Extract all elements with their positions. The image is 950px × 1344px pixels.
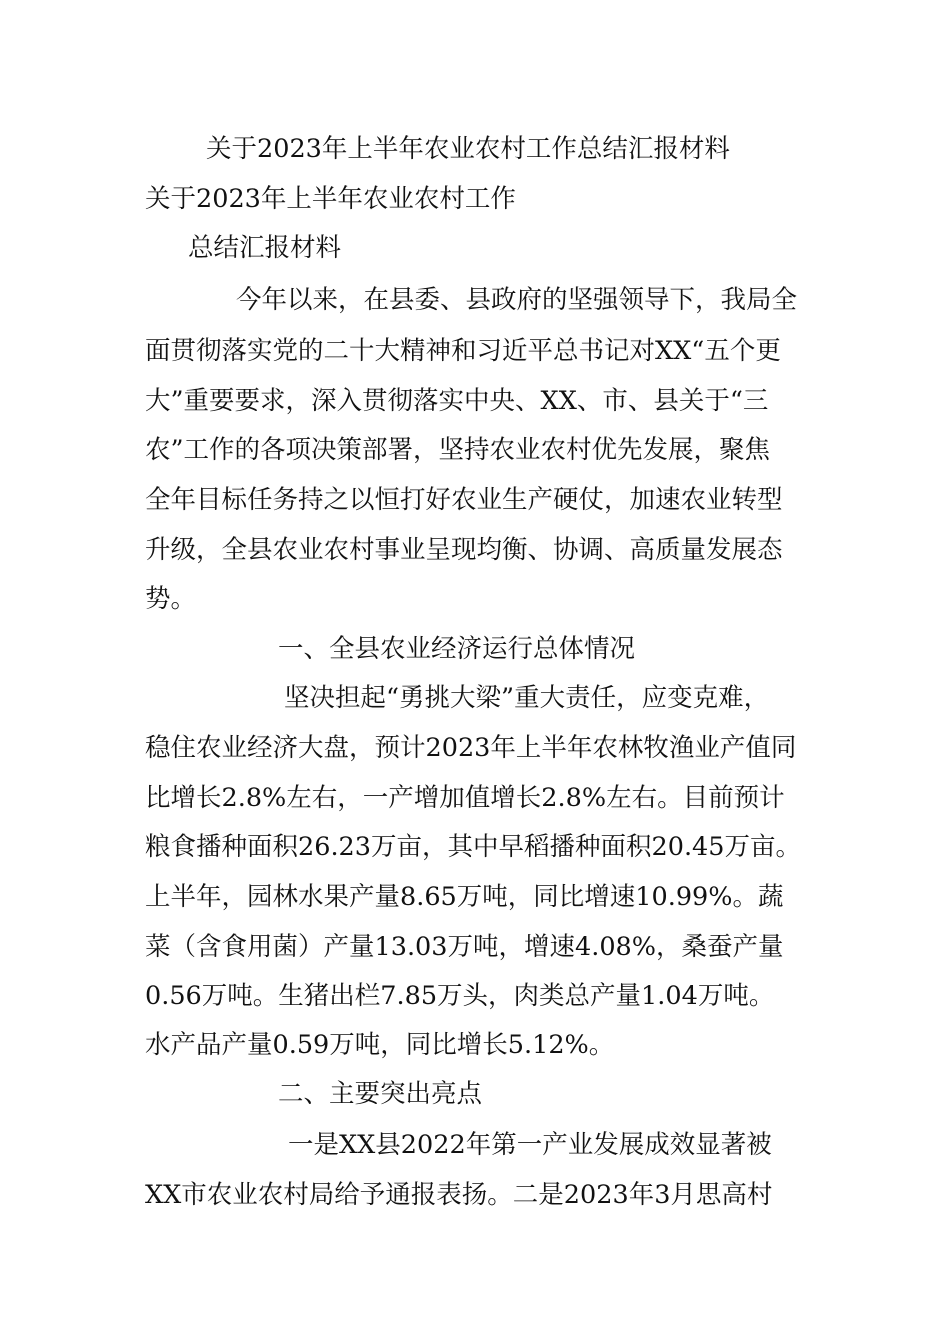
intro-paragraph-line: 势。 [145, 584, 197, 614]
intro-paragraph-line: 今年以来，在县委、县政府的坚强领导下，我局全 [236, 285, 798, 315]
section-1-paragraph-line: 水产品产量0.59万吨，同比增长5.12%。 [145, 1030, 615, 1060]
section-2-heading: 二、主要突出亮点 [278, 1079, 483, 1109]
section-2-paragraph-line: XX市农业农村局给予通报表扬。二是2023年3月思高村 [145, 1180, 773, 1210]
section-1-paragraph-line: 粮食播种面积26.23万亩，其中早稻播种面积20.45万亩。 [145, 832, 802, 862]
intro-paragraph-line: 农”工作的各项决策部署，坚持农业农村优先发展，聚焦 [145, 435, 771, 465]
intro-paragraph-line: 升级，全县农业农村事业呈现均衡、协调、高质量发展态 [145, 535, 783, 565]
section-1-paragraph-line: 菜（含食用菌）产量13.03万吨，增速4.08%，桑蚕产量 [145, 932, 784, 962]
section-1-paragraph-line: 稳住农业经济大盘，预计2023年上半年农林牧渔业产值同 [145, 733, 797, 763]
document-subtitle-line-2: 总结汇报材料 [188, 233, 342, 263]
section-1-paragraph-line: 0.56万吨。生猪出栏7.85万头，肉类总产量1.04万吨。 [145, 981, 775, 1011]
section-1-paragraph-line: 比增长2.8%左右，一产增加值增长2.8%左右。目前预计 [145, 783, 785, 813]
section-1-heading: 一、全县农业经济运行总体情况 [278, 634, 636, 664]
intro-paragraph-line: 大”重要要求，深入贯彻落实中央、XX、市、县关于“三 [145, 386, 769, 416]
section-1-paragraph-line: 坚决担起“勇挑大梁”重大责任，应变克难， [284, 683, 770, 713]
intro-paragraph-line: 面贯彻落实党的二十大精神和习近平总书记对XX“五个更 [145, 336, 781, 366]
section-2-paragraph-line: 一是XX县2022年第一产业发展成效显著被 [288, 1130, 772, 1160]
document-subtitle-line-1: 关于2023年上半年农业农村工作 [145, 184, 516, 214]
section-1-paragraph-line: 上半年，园林水果产量8.65万吨，同比增速10.99%。蔬 [145, 882, 784, 912]
document-title: 关于2023年上半年农业农村工作总结汇报材料 [206, 134, 730, 164]
intro-paragraph-line: 全年目标任务持之以恒打好农业生产硬仗，加速农业转型 [145, 485, 783, 515]
